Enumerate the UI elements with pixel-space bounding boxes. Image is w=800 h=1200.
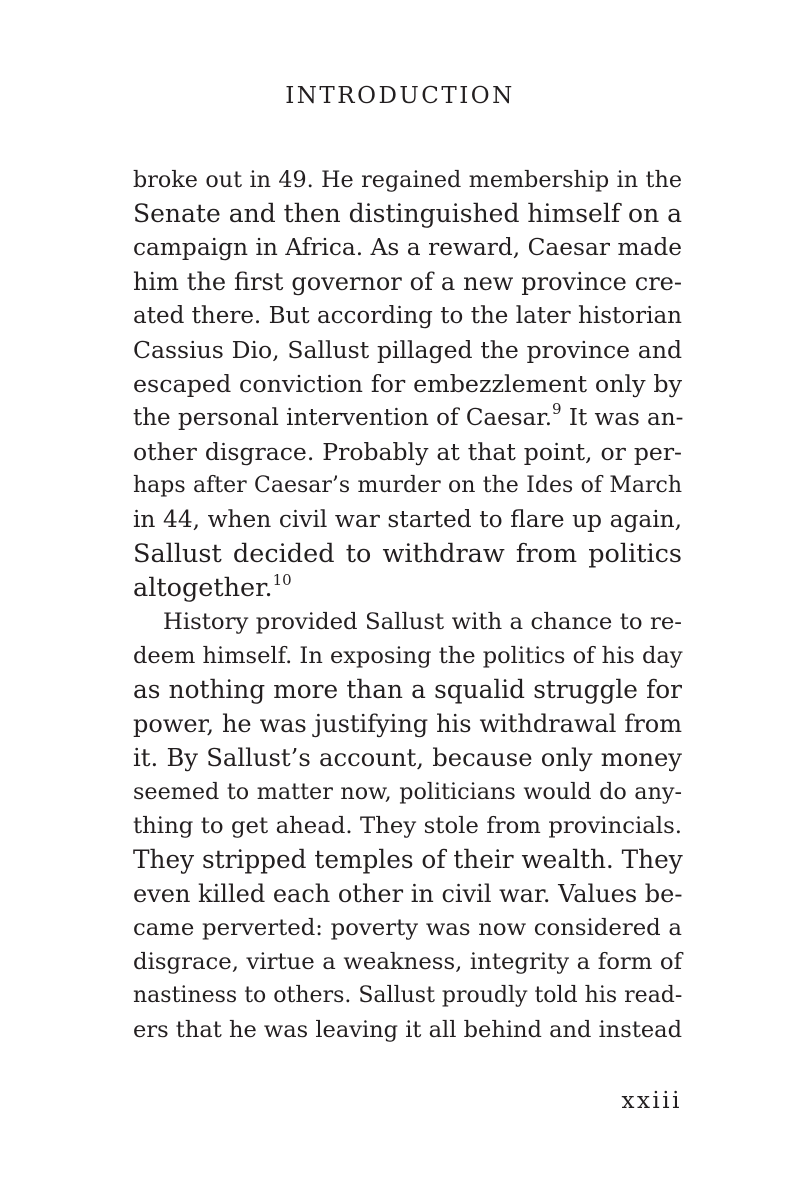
footnote-marker: 10 [272,571,292,589]
text-line: seemed to matter now, politicians would do any- [133,779,682,805]
text-line: They stripped temples of their wealth. They [133,845,683,874]
paragraph-2 [133,605,682,1047]
text-fragment: altogether. [133,573,273,603]
text-line: came perverted: poverty was now considered a [133,915,682,941]
text-line: broke out in 49. He regained membership in the [133,167,682,193]
text-line: him the first governor of a new province cre- [133,268,682,296]
footnote-marker: 9 [552,400,562,418]
text-line: campaign in Africa. As a reward, Caesar made [133,234,682,261]
text-line: ers that he was leaving it all behind and instead [133,1017,682,1043]
text-line: as nothing more than a squalid struggle for [133,675,682,704]
text-line: even killed each other in civil war. Values be- [133,880,683,908]
text-line-with-footnote [133,571,682,605]
text-line: deem himself. In exposing the politics of his day [133,643,683,669]
text-line-with-footnote [133,401,682,435]
text-line: other disgrace. Probably at that point, or per- [133,438,682,466]
text-line: Sallust decided to withdraw from politics [133,539,682,569]
text-line: History provided Sallust with a chance to re- [163,609,682,635]
text-line: escaped conviction for embezzlement only by [133,370,682,398]
paragraph-1 [133,163,682,605]
text-line: ated there. But according to the later historian [133,303,682,329]
text-line: power, he was justifying his withdrawal from [133,710,682,738]
text-line: thing to get ahead. They stole from provincials. [133,813,682,839]
running-head: INTRODUCTION [285,83,515,109]
text-line: in 44, when civil war started to flare up again, [133,506,682,533]
text-line: Cassius Dio, Sallust pillaged the province and [133,336,682,364]
text-fragment: the personal intervention of Caesar. [133,405,553,431]
text-line: Senate and then distinguished himself on a [133,199,683,228]
text-line: haps after Caesar’s murder on the Ides of March [133,473,682,498]
text-fragment: It was an- [561,405,684,431]
text-line: nastiness to others. Sallust proudly told his read- [133,983,683,1008]
text-line: disgrace, virtue a weakness, integrity a form of [133,949,682,975]
text-line: it. By Sallust’s account, because only money [133,743,682,772]
body-text [133,163,682,1047]
page-number: xxiii [621,1088,682,1114]
